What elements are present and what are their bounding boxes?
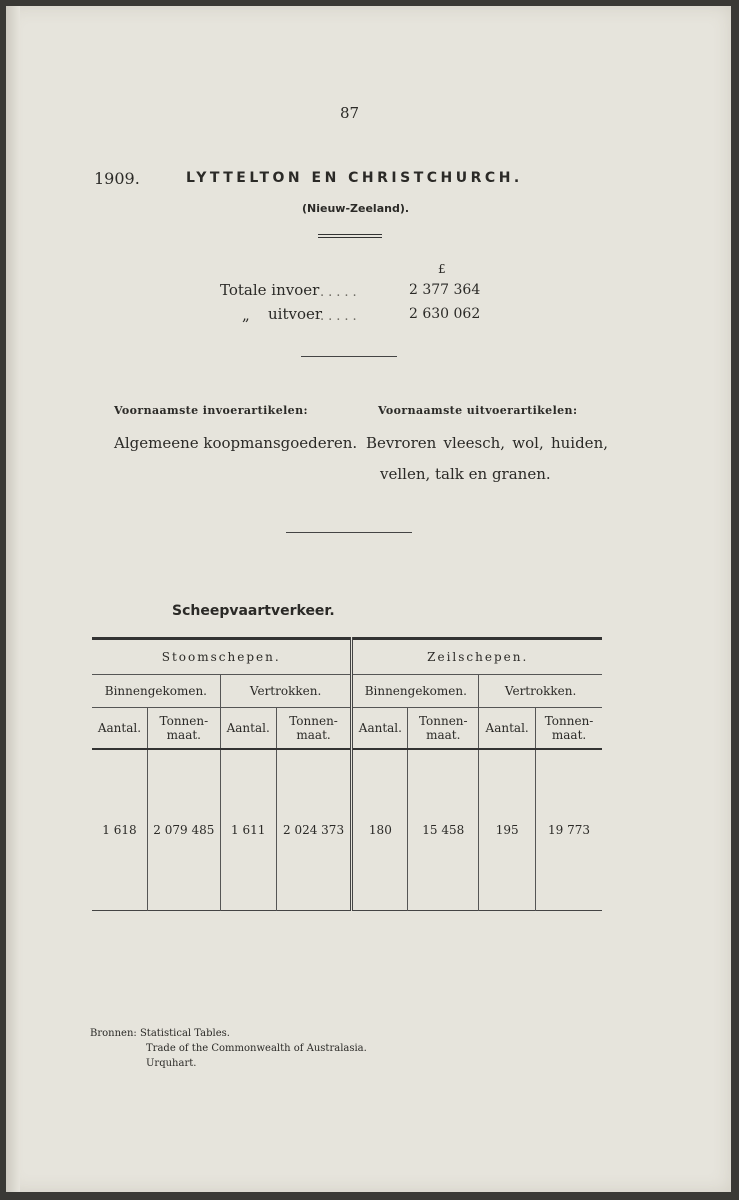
steamships-header: Stoomschepen. (92, 639, 352, 675)
double-rule (318, 234, 382, 238)
table-cell: 1 618 (102, 823, 137, 837)
column-header: Tonnen- maat. (408, 708, 479, 750)
table-cell: 2 079 485 (147, 749, 220, 911)
column-header: Aantal. (92, 708, 147, 750)
page-title: LYTTELTON EN CHRISTCHURCH. (186, 170, 523, 186)
steam-arrived-header: Binnengekomen. (92, 675, 220, 708)
sources-note (90, 1026, 367, 1071)
exports-text-line2: vellen, talk en granen. (380, 465, 551, 483)
sail-departed-header: Vertrokken. (479, 675, 602, 708)
steam-departed-header: Vertrokken. (220, 675, 352, 708)
table-cell: 2 024 373 (276, 749, 352, 911)
column-header: Tonnen- maat. (147, 708, 220, 750)
column-header: Tonnen- maat. (536, 708, 602, 750)
sources-label: Bronnen: (90, 1028, 137, 1039)
table-cell: 19 773 (536, 749, 602, 911)
import-label: Totale invoer (220, 281, 320, 299)
column-header: Tonnen- maat. (276, 708, 352, 750)
shipping-heading: Scheepvaartverkeer. (172, 603, 335, 619)
document-page (6, 6, 731, 1192)
table-cell: 180 (352, 749, 408, 911)
column-header: Aantal. (479, 708, 536, 750)
export-label: uitvoer (268, 305, 323, 323)
table-cell: 15 458 (408, 749, 479, 911)
currency-symbol: £ (438, 262, 446, 276)
import-value: 2 377 364 (409, 282, 481, 298)
exports-text-line1: Bevroren vleesch, wol, huiden, (366, 434, 608, 452)
source-item: Urquhart. (146, 1058, 197, 1069)
year: 1909. (94, 169, 140, 188)
source-item: Statistical Tables. (139, 1028, 230, 1039)
page-number: 87 (340, 104, 360, 122)
leader-dots: ..... (320, 309, 361, 324)
column-header: Aantal. (220, 708, 276, 750)
sailships-header: Zeilschepen. (352, 639, 602, 675)
divider (286, 532, 412, 533)
table-cell: 195 (479, 749, 536, 911)
divider (301, 356, 397, 357)
source-item: Trade of the Commonwealth of Australasia. (146, 1043, 367, 1054)
exports-heading: Voornaamste uitvoerartikelen: (378, 404, 578, 417)
imports-text: Algemeene koopmansgoederen. (114, 434, 358, 452)
table-cell: 1 611 (220, 749, 276, 911)
shipping-table (92, 637, 602, 911)
export-ditto-mark: „ (242, 306, 250, 324)
subtitle: (Nieuw-Zeeland). (302, 202, 410, 215)
imports-heading: Voornaamste invoerartikelen: (114, 404, 308, 417)
sail-arrived-header: Binnengekomen. (352, 675, 479, 708)
export-value: 2 630 062 (409, 306, 481, 322)
column-header: Aantal. (352, 708, 408, 750)
leader-dots: ..... (320, 285, 361, 300)
